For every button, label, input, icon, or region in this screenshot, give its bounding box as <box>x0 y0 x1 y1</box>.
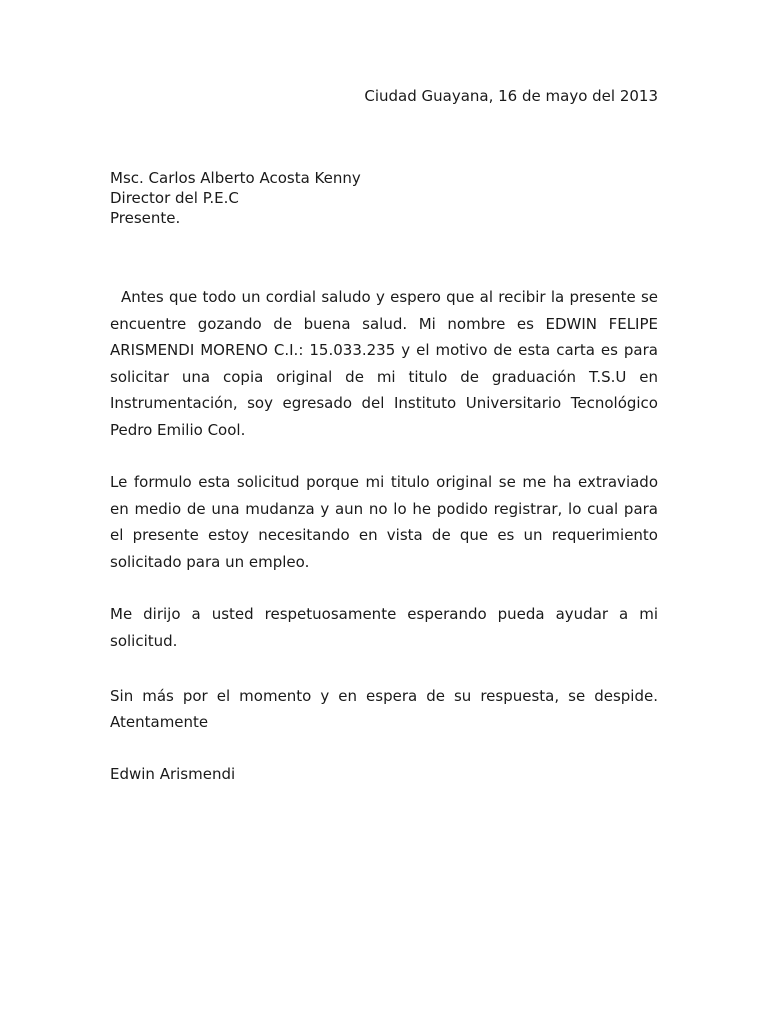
recipient-title: Director del P.E.C <box>110 189 239 207</box>
signature-name: Edwin Arismendi <box>110 765 236 783</box>
date-line: Ciudad Guayana, 16 de mayo del 2013 <box>364 87 658 105</box>
paragraph-introduction: Antes que todo un cordial saludo y espero que al recibir la presente se encuentre gozando de buena salud. Mi nombre es EDWIN FELIPE ARISMENDI MORENO C.I.: 15.033.235 y el motivo de esta carta es para solicitar una copia original de mi titulo de graduación T.S.U en Instrumentación, soy egresado del Instituto Universitario Tecnológico Pedro Emilio Cool. <box>110 288 658 439</box>
recipient-name: Msc. Carlos Alberto Acosta Kenny <box>110 169 361 187</box>
recipient-block <box>110 168 361 228</box>
paragraph-closing: Sin más por el momento y en espera de su respuesta, se despide. Atentamente <box>110 687 658 731</box>
paragraph-request: Me dirijo a usted respetuosamente esperando pueda ayudar a mi solicitud. <box>110 605 658 650</box>
recipient-greeting: Presente. <box>110 209 181 227</box>
paragraph-reason: Le formulo esta solicitud porque mi titulo original se me ha extraviado en medio de una mudanza y aun no lo he podido registrar, lo cual para el presente estoy necesitando en vista de que es un requerimiento solicitado para un empleo. <box>110 473 658 571</box>
